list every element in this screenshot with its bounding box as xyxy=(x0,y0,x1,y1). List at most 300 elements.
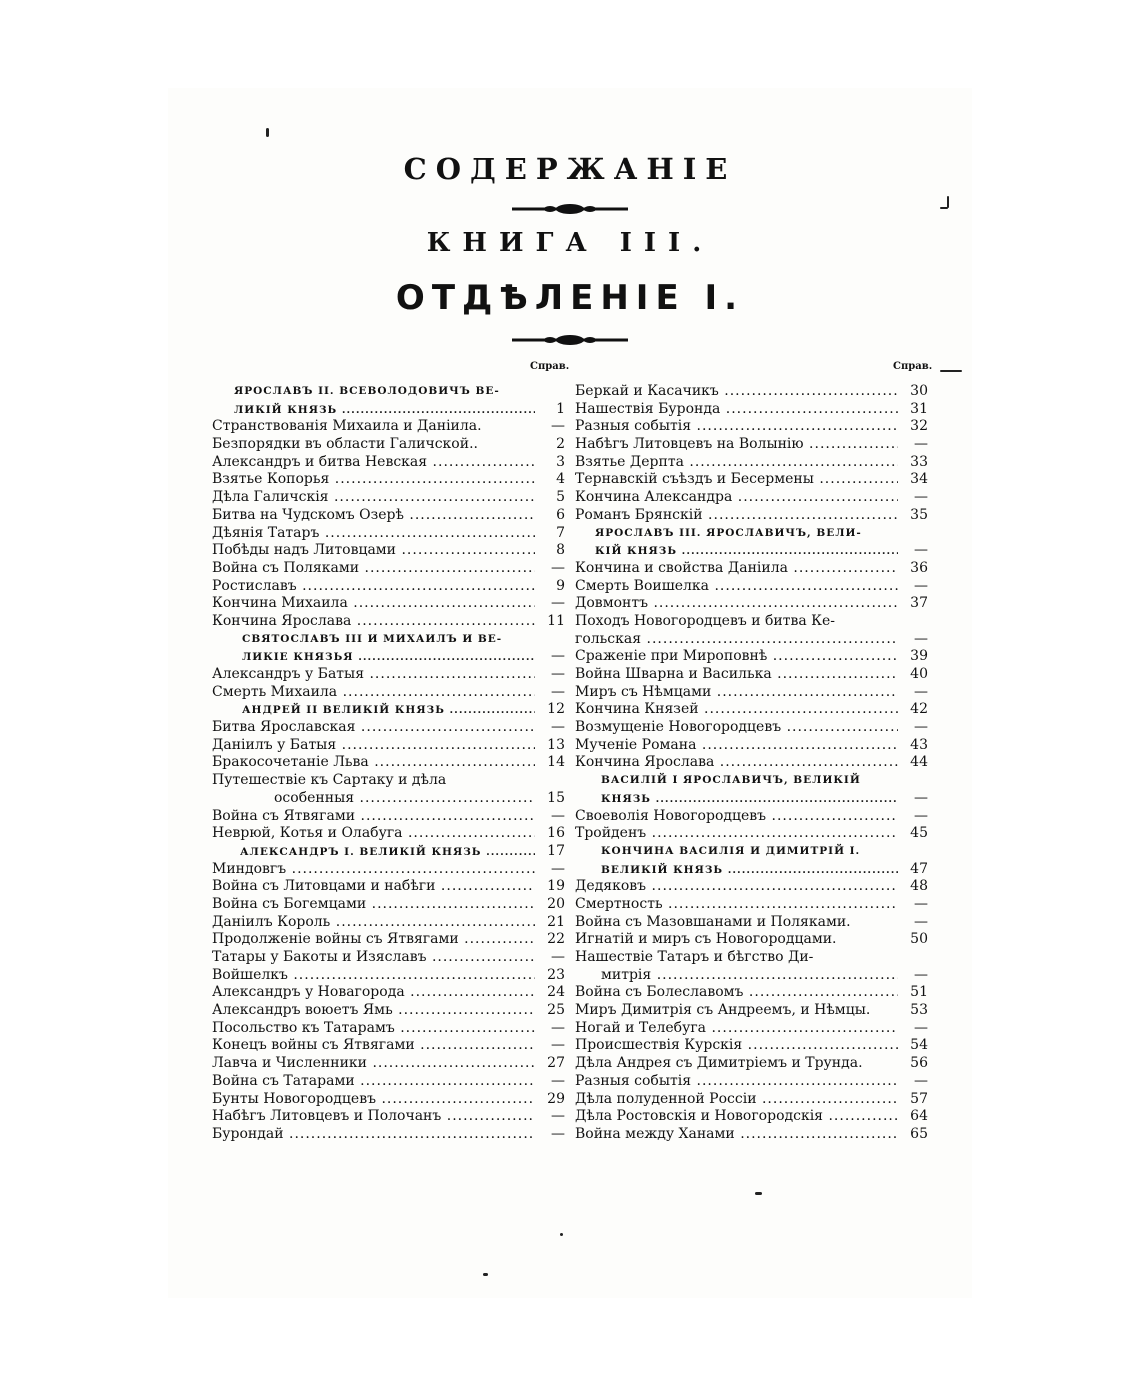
toc-page-number: 17 xyxy=(547,842,565,859)
toc-page-number: 1 xyxy=(556,400,565,417)
entry-text: Кончина Князей ..... xyxy=(575,701,898,717)
toc-entry-title xyxy=(212,1108,535,1126)
entry-text: Даніилъ у Батыя ..... xyxy=(212,737,535,753)
toc-entry xyxy=(575,790,928,808)
toc-entry xyxy=(212,1073,565,1091)
entry-text: Дедяковъ ..... xyxy=(575,878,898,894)
toc-page-number: 32 xyxy=(910,418,928,435)
page-title: СОДЕРЖАНІЕ xyxy=(403,152,737,186)
toc-entry-title xyxy=(575,1073,898,1091)
entry-text: гольская ..... xyxy=(575,631,898,647)
toc-entry-title xyxy=(212,896,535,914)
toc-entry-title xyxy=(575,595,898,613)
toc-page-number: 21 xyxy=(547,913,565,930)
entry-text: Разныя событія ..... xyxy=(575,418,898,434)
entry-text: Бракосочетаніе Льва ..... xyxy=(212,754,535,770)
toc-entry xyxy=(575,401,928,419)
toc-entry-title xyxy=(575,825,898,843)
toc-page-number: — xyxy=(914,719,928,736)
entry-text: Война между Ханами ..... xyxy=(575,1126,898,1142)
toc-page-number: — xyxy=(551,683,565,700)
toc-page-number: 33 xyxy=(910,453,928,470)
toc-page-number: 2 xyxy=(556,436,565,453)
entry-text: Происшествія Курскія ..... xyxy=(575,1037,898,1053)
toc-entry xyxy=(212,931,565,949)
toc-page-number: 4 xyxy=(556,471,565,488)
toc-entry xyxy=(575,613,928,631)
toc-entry xyxy=(212,1037,565,1055)
entry-text: Ростиславъ ..... xyxy=(212,578,535,594)
entry-text: Неврюй, Котья и Олабуга ..... xyxy=(212,825,535,841)
toc-entry-title xyxy=(212,525,535,543)
entry-text: Татары у Бакоты и Изяславъ ..... xyxy=(212,949,535,965)
toc-entry-title xyxy=(575,808,898,826)
toc-entry-title xyxy=(575,1020,898,1038)
entry-text: Война съ Богемцами ..... xyxy=(212,896,535,912)
toc-entry-title xyxy=(212,967,535,985)
toc-entry xyxy=(212,401,565,419)
toc-page-number: — xyxy=(551,1125,565,1142)
toc-page-number: 14 xyxy=(547,754,565,771)
toc-entry-title xyxy=(212,542,535,560)
toc-entry-title xyxy=(212,471,535,489)
toc-entry-title xyxy=(212,1073,535,1091)
toc-entry xyxy=(212,560,565,578)
toc-entry-title xyxy=(212,914,535,932)
entry-text: ВАСИЛІЙ I ЯРОСЛАВИЧЪ, ВЕЛИКІЙ xyxy=(601,774,861,787)
toc-entry xyxy=(575,1055,928,1073)
toc-entry-title xyxy=(575,418,898,436)
entry-text: Миръ съ Нѣмцами ..... xyxy=(575,684,898,700)
toc-entry xyxy=(575,878,928,896)
toc-page-number: — xyxy=(914,807,928,824)
toc-entry xyxy=(212,489,565,507)
toc-page-number: 34 xyxy=(910,471,928,488)
toc-entry xyxy=(212,825,565,843)
toc-entry xyxy=(212,613,565,631)
toc-entry xyxy=(212,631,565,649)
toc-entry xyxy=(212,984,565,1002)
toc-entry xyxy=(212,666,565,684)
entry-text: Даніилъ Король ..... xyxy=(212,914,535,930)
toc-page-number: — xyxy=(914,630,928,647)
toc-page-number: — xyxy=(914,1019,928,1036)
toc-chapter-heading xyxy=(212,383,535,401)
toc-page-number: 30 xyxy=(910,383,928,399)
toc-chapter-heading xyxy=(212,402,535,420)
entry-text: Кончина Александра ..... xyxy=(575,489,898,505)
toc-entry-title xyxy=(575,896,898,914)
entry-text: Дѣла Ростовскія и Новогородскія ..... xyxy=(575,1108,898,1124)
toc-entry xyxy=(575,984,928,1002)
entry-text: Набѣгъ Литовцевъ и Полочанъ ..... xyxy=(212,1108,535,1124)
toc-page-number: — xyxy=(914,913,928,930)
entry-text: Смерть Воишелка ..... xyxy=(575,578,898,594)
toc-chapter-heading xyxy=(575,525,898,543)
toc-entry-title xyxy=(212,1126,535,1144)
toc-entry xyxy=(575,1091,928,1109)
toc-page-number: — xyxy=(551,1108,565,1125)
toc-chapter-heading xyxy=(575,843,898,861)
toc-entry xyxy=(212,454,565,472)
entry-text: Возмущеніе Новогородцевъ ..... xyxy=(575,719,898,735)
toc-page-number: — xyxy=(551,807,565,824)
toc-entry-title xyxy=(575,754,898,772)
toc-entry-title xyxy=(212,1055,535,1073)
entry-text: Мученіе Романа ..... xyxy=(575,737,898,753)
toc-entry-title xyxy=(575,489,898,507)
toc-page-number: 48 xyxy=(910,878,928,895)
toc-entry-title xyxy=(575,666,898,684)
entry-text: Сраженіе при Мироповнѣ ..... xyxy=(575,648,898,664)
toc-page-number: 9 xyxy=(556,577,565,594)
toc-entry-title xyxy=(575,1091,898,1109)
toc-entry-title xyxy=(575,1037,898,1055)
entry-text: Тройденъ ..... xyxy=(575,825,898,841)
toc-page-number: 42 xyxy=(910,701,928,718)
toc-entry-title xyxy=(575,454,898,472)
toc-entry xyxy=(212,878,565,896)
toc-page-number: 25 xyxy=(547,1002,565,1019)
toc-entry-title xyxy=(212,719,535,737)
toc-page-number: — xyxy=(914,683,928,700)
entry-text: Война съ Ятвягами ..... xyxy=(212,808,535,824)
toc-entry xyxy=(575,471,928,489)
toc-entry xyxy=(212,737,565,755)
toc-entry-title xyxy=(212,1002,535,1020)
entry-text: Александръ у Батыя ..... xyxy=(212,666,535,682)
toc-page-number: — xyxy=(551,595,565,612)
entry-text: Нашествіе Татаръ и бѣгство Ди- xyxy=(575,949,814,965)
toc-page-number: 24 xyxy=(547,984,565,1001)
toc-left-column xyxy=(212,383,565,1144)
toc-entry xyxy=(575,542,928,560)
toc-entry xyxy=(212,684,565,702)
toc-entry-title xyxy=(575,719,898,737)
toc-page-number: 7 xyxy=(556,524,565,541)
toc-entry xyxy=(575,931,928,949)
toc-chapter-heading xyxy=(575,791,898,809)
toc-page-number: 8 xyxy=(556,542,565,559)
toc-page-number: 19 xyxy=(547,878,565,895)
toc-page-number: 43 xyxy=(910,736,928,753)
toc-page-number: 47 xyxy=(910,860,928,877)
toc-entry xyxy=(212,525,565,543)
toc-entry xyxy=(575,754,928,772)
toc-entry xyxy=(212,383,565,401)
toc-entry xyxy=(212,719,565,737)
toc-page-number: 29 xyxy=(547,1090,565,1107)
entry-text: Война съ Мазовшанами и Поляками. xyxy=(575,913,851,930)
toc-entry xyxy=(212,808,565,826)
toc-page-number: — xyxy=(914,436,928,453)
entry-text: Тернавскій съѣздъ и Бесермены ..... xyxy=(575,471,898,487)
toc-entry-title xyxy=(575,1108,898,1126)
entry-text: митрія ..... xyxy=(601,967,898,983)
entry-text: Походъ Новогородцевъ и битва Ке- xyxy=(575,612,836,629)
toc-entry xyxy=(212,790,565,808)
entry-text: Путешествіе къ Сартаку и дѣла xyxy=(212,772,447,789)
toc-page-number: 22 xyxy=(547,931,565,948)
toc-entry-title xyxy=(575,383,898,401)
toc-entry-title xyxy=(212,418,535,436)
entry-text: Бурондай ..... xyxy=(212,1126,535,1142)
toc-entry-title xyxy=(212,931,535,949)
toc-entry-title xyxy=(575,949,898,967)
toc-page-number: — xyxy=(914,789,928,806)
toc-page-number: 56 xyxy=(910,1055,928,1072)
toc-entry-title xyxy=(212,878,535,896)
toc-chapter-heading xyxy=(575,862,898,880)
page-label-right: Справ. xyxy=(893,361,933,372)
toc-entry-title xyxy=(212,507,535,525)
entry-text: Война съ Поляками ..... xyxy=(212,560,535,576)
entry-text: КНЯЗЬ ..... xyxy=(601,793,898,805)
entry-text: Разныя событія ..... xyxy=(575,1073,898,1089)
toc-entry xyxy=(575,843,928,861)
scan-speck xyxy=(560,1233,563,1236)
toc-entry xyxy=(212,471,565,489)
toc-entry xyxy=(212,914,565,932)
scan-speck xyxy=(266,128,269,137)
toc-entry xyxy=(212,967,565,985)
entry-text: Войшелкъ ..... xyxy=(212,967,535,983)
toc-entry-title xyxy=(575,931,898,949)
scan-speck xyxy=(483,1273,488,1276)
toc-page-number: — xyxy=(551,648,565,665)
toc-page-number: 37 xyxy=(910,595,928,612)
toc-entry-title xyxy=(212,595,535,613)
entry-text: Александръ и битва Невская ..... xyxy=(212,454,535,470)
entry-text: Александръ воюетъ Ямь ..... xyxy=(212,1002,535,1018)
toc-entry xyxy=(212,701,565,719)
toc-entry-title xyxy=(212,578,535,596)
scan-speck xyxy=(947,196,949,208)
toc-entry xyxy=(212,507,565,525)
entry-text: Миръ Димитрія съ Андреемъ, и Нѣмцы. xyxy=(575,1002,871,1019)
scan-speck xyxy=(940,370,962,372)
toc-chapter-heading xyxy=(575,543,898,561)
toc-chapter-heading xyxy=(575,772,898,790)
toc-chapter-heading xyxy=(212,649,535,667)
toc-entry xyxy=(575,701,928,719)
toc-page-number: 23 xyxy=(547,966,565,983)
toc-page-number: — xyxy=(551,860,565,877)
toc-entry xyxy=(575,1108,928,1126)
entry-text: Смертность ..... xyxy=(575,896,898,912)
toc-page-number: 20 xyxy=(547,895,565,912)
entry-text: Набѣгъ Литовцевъ на Волынію ..... xyxy=(575,436,898,452)
toc-entry xyxy=(575,595,928,613)
toc-entry-title xyxy=(212,684,535,702)
toc-page-number: 15 xyxy=(547,789,565,806)
toc-page-number: 44 xyxy=(910,754,928,771)
toc-entry-title xyxy=(575,436,898,454)
toc-entry xyxy=(212,1108,565,1126)
entry-text: Безпорядки въ области Галичской.. xyxy=(212,436,478,453)
toc-entry-title xyxy=(575,613,898,631)
entry-text: ВЕЛИКІЙ КНЯЗЬ ..... xyxy=(601,864,898,876)
entry-text: Война съ Татарами ..... xyxy=(212,1073,535,1089)
toc-entry xyxy=(575,949,928,967)
toc-entry-title xyxy=(575,648,898,666)
toc-entry-title xyxy=(212,613,535,631)
entry-text: Взятье Копорья ..... xyxy=(212,471,535,487)
toc-page-number: — xyxy=(551,719,565,736)
entry-text: Дѣла Галичскія ..... xyxy=(212,489,535,505)
toc-entry xyxy=(575,861,928,879)
entry-text: Кончина Ярослава ..... xyxy=(212,613,535,629)
entry-text: Кончина и свойства Даніила ..... xyxy=(575,560,898,576)
entry-text: Битва на Чудскомъ Озерѣ ..... xyxy=(212,507,535,523)
toc-entry-title xyxy=(575,967,898,985)
toc-page-number: 27 xyxy=(547,1055,565,1072)
toc-entry xyxy=(212,542,565,560)
entry-text: Нашествія Буронда ..... xyxy=(575,401,898,417)
entry-text: Довмонтъ ..... xyxy=(575,595,898,611)
entry-text: КОНЧИНА ВАСИЛІЯ И ДИМИТРІЙ I. xyxy=(601,844,861,857)
toc-entry xyxy=(212,772,565,790)
toc-entry-title xyxy=(212,754,535,772)
entry-text: Дѣла Андрея съ Димитріемъ и Трунда. xyxy=(575,1055,863,1072)
toc-entry xyxy=(212,1002,565,1020)
toc-entry xyxy=(212,861,565,879)
toc-entry xyxy=(575,489,928,507)
toc-entry xyxy=(575,507,928,525)
entry-text: Взятье Дерпта ..... xyxy=(575,454,898,470)
toc-entry-title xyxy=(212,666,535,684)
entry-text: Романъ Брянскій ..... xyxy=(575,507,898,523)
toc-page-number: 53 xyxy=(910,1002,928,1019)
toc-page-number: — xyxy=(914,577,928,594)
toc-entry-title xyxy=(575,737,898,755)
toc-entry-title xyxy=(575,471,898,489)
entry-text: Война съ Литовцами и набѣги ..... xyxy=(212,878,535,894)
toc-entry xyxy=(212,1126,565,1144)
entry-text: Кончина Ярослава ..... xyxy=(575,754,898,770)
toc-page-number: — xyxy=(914,966,928,983)
toc-page-number: 65 xyxy=(910,1125,928,1142)
entry-text: Своеволія Новогородцевъ ..... xyxy=(575,808,898,824)
entry-text: Война съ Болеславомъ ..... xyxy=(575,984,898,1000)
toc-entry-title xyxy=(212,790,535,808)
toc-page-number: — xyxy=(551,1037,565,1054)
toc-entry-title xyxy=(575,578,898,596)
toc-entry-title xyxy=(575,631,898,649)
toc-page-number: 16 xyxy=(547,825,565,842)
toc-page-number: 12 xyxy=(547,701,565,718)
toc-page-number: 57 xyxy=(910,1090,928,1107)
entry-text: Беркай и Касачикъ ..... xyxy=(575,383,898,399)
entry-text: Бунты Новогородцевъ ..... xyxy=(212,1091,535,1107)
toc-chapter-heading xyxy=(212,844,535,862)
toc-entry-title xyxy=(212,489,535,507)
toc-entry xyxy=(575,1126,928,1144)
entry-text: Дѣянія Татаръ ..... xyxy=(212,525,535,541)
toc-entry-title xyxy=(212,560,535,578)
toc-entry xyxy=(575,914,928,932)
toc-page-number: 31 xyxy=(910,400,928,417)
ornament-divider-1 xyxy=(510,203,630,215)
scan-speck xyxy=(755,1192,762,1195)
toc-entry xyxy=(575,737,928,755)
toc-entry xyxy=(575,967,928,985)
toc-entry xyxy=(212,436,565,454)
toc-entry-title xyxy=(575,684,898,702)
toc-entry xyxy=(575,684,928,702)
entry-text: Конецъ войны съ Ятвягами ..... xyxy=(212,1037,535,1053)
toc-entry xyxy=(575,719,928,737)
toc-entry-title xyxy=(212,436,535,454)
toc-page-number: 39 xyxy=(910,648,928,665)
toc-entry xyxy=(575,808,928,826)
entry-text: Миндовгъ ..... xyxy=(212,861,535,877)
toc-entry xyxy=(212,595,565,613)
toc-entry-title xyxy=(575,1126,898,1144)
toc-entry-title xyxy=(575,984,898,1002)
toc-entry-title xyxy=(212,454,535,472)
toc-entry xyxy=(575,454,928,472)
toc-entry xyxy=(575,578,928,596)
toc-entry-title xyxy=(212,825,535,843)
toc-page-number: 11 xyxy=(547,612,565,629)
toc-page-number: 3 xyxy=(556,453,565,470)
entry-text: Кончина Михаила ..... xyxy=(212,595,535,611)
toc-page-number: 40 xyxy=(910,666,928,682)
toc-entry xyxy=(212,1020,565,1038)
toc-entry xyxy=(212,754,565,772)
toc-entry xyxy=(212,418,565,436)
toc-page-number: — xyxy=(551,559,565,576)
toc-page-number: 64 xyxy=(910,1108,928,1125)
entry-text: АНДРЕЙ II ВЕЛИКІЙ КНЯЗЬ ..... xyxy=(242,704,535,716)
toc-entry-title xyxy=(575,560,898,578)
book-heading: КНИГА III. xyxy=(426,228,714,258)
toc-entry-title xyxy=(575,878,898,896)
toc-page-number: — xyxy=(914,489,928,506)
entry-text: Странствованія Михаила и Даніила. xyxy=(212,418,482,435)
entry-text: Лавча и Численники ..... xyxy=(212,1055,535,1071)
toc-page-number: 50 xyxy=(910,931,928,948)
toc-chapter-heading xyxy=(212,631,535,649)
toc-entry xyxy=(212,1055,565,1073)
entry-text: ЯРОСЛАВЪ III. ЯРОСЛАВИЧЪ, ВЕЛИ- xyxy=(595,526,862,539)
toc-entry-title xyxy=(575,701,898,719)
toc-page-number: 6 xyxy=(556,506,565,523)
toc-page-number: — xyxy=(914,542,928,559)
page-label-left: Справ. xyxy=(530,361,570,372)
entry-text: ЯРОСЛАВЪ II. ВСЕВОЛОДОВИЧЪ ВЕ- xyxy=(234,385,500,397)
toc-entry-title xyxy=(212,949,535,967)
entry-text: Продолженіе войны съ Ятвягами ..... xyxy=(212,931,535,947)
toc-entry xyxy=(212,949,565,967)
toc-entry-title xyxy=(575,401,898,419)
toc-right-column xyxy=(575,383,928,1144)
ornament-divider-2 xyxy=(510,334,630,346)
entry-text: Война Шварна и Василька ..... xyxy=(575,666,898,682)
toc-entry-title xyxy=(212,1037,535,1055)
toc-page-number: 35 xyxy=(910,506,928,523)
toc-entry-title xyxy=(575,1002,898,1020)
toc-entry xyxy=(575,525,928,543)
toc-entry-title xyxy=(575,1055,898,1073)
entry-text: Смерть Михаила ..... xyxy=(212,684,535,700)
toc-entry xyxy=(212,648,565,666)
toc-page-number: — xyxy=(914,1072,928,1089)
entry-text: Ногай и Телебуга ..... xyxy=(575,1020,898,1036)
toc-entry xyxy=(575,1037,928,1055)
toc-page-number: — xyxy=(551,1019,565,1036)
